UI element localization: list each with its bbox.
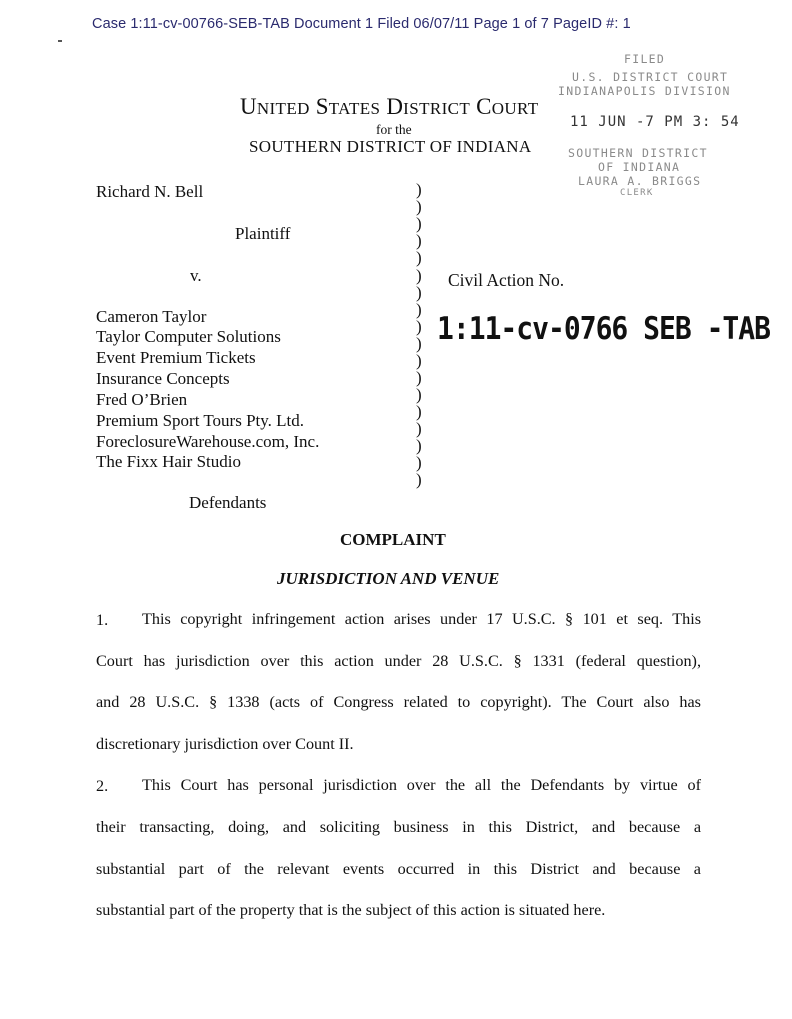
caption-paren: ) <box>416 283 422 302</box>
defendants-label: Defendants <box>189 493 267 512</box>
plaintiff-label: Plaintiff <box>235 224 291 243</box>
court-district: SOUTHERN DISTRICT OF INDIANA <box>249 137 532 156</box>
caption-paren: ) <box>416 419 422 438</box>
stamp-filed: FILED <box>624 52 666 66</box>
paragraph-line: substantial part of the property that is the subject of this action is situated here. <box>96 901 606 919</box>
ecf-header-line: Case 1:11-cv-00766-SEB-TAB Document 1 Filed 06/07/11 Page 1 of 7 PageID #: 1 <box>92 16 631 32</box>
case-number: 1:11-cv-0766 SEB -TAB <box>437 310 771 347</box>
jurisdiction-heading: JURISDICTION AND VENUE <box>277 569 500 588</box>
margin-mark <box>58 40 62 42</box>
court-title-part: OURT <box>491 99 539 118</box>
court-title-part: TATES <box>328 99 381 118</box>
paragraph-line: and 28 U.S.C. § 1338 (acts of Congress related to copyright). The Court also has <box>96 693 701 711</box>
caption-paren: ) <box>416 180 422 199</box>
defendant-name: Fred O’Brien <box>96 390 188 409</box>
defendant-name: ForeclosureWarehouse.com, Inc. <box>96 432 320 451</box>
caption-paren: ) <box>416 470 422 489</box>
caption-paren: ) <box>416 402 422 421</box>
caption-paren: ) <box>416 300 422 319</box>
caption-paren: ) <box>416 231 422 250</box>
defendant-name: Cameron Taylor <box>96 307 207 326</box>
court-title-initial: C <box>476 94 492 119</box>
stamp-clerk-name: LAURA A. BRIGGS <box>578 174 702 188</box>
court-title <box>240 94 539 120</box>
paragraph-number: 2. <box>96 777 109 795</box>
paragraph-line: their transacting, doing, and soliciting business in this District, and because a <box>96 818 701 836</box>
court-for-the: for the <box>376 122 412 137</box>
court-title-initial: D <box>386 94 404 119</box>
caption-paren: ) <box>416 266 422 285</box>
court-title-part: NITED <box>256 99 310 118</box>
plaintiff-name: Richard N. Bell <box>96 182 204 201</box>
court-title-part: ISTRICT <box>403 99 471 118</box>
complaint-heading: COMPLAINT <box>340 530 446 549</box>
stamp-clerk: CLERK <box>620 188 654 198</box>
paragraph-line: This copyright infringement action arises under 17 U.S.C. § 101 et seq. This <box>142 610 701 628</box>
caption-paren: ) <box>416 368 422 387</box>
stamp-court: U.S. DISTRICT COURT <box>572 70 729 84</box>
versus: v. <box>190 266 202 285</box>
paragraph-number: 1. <box>96 611 109 629</box>
court-title-initial: S <box>315 94 329 119</box>
caption-paren: ) <box>416 334 422 353</box>
defendant-name: The Fixx Hair Studio <box>96 452 241 471</box>
caption-paren: ) <box>416 317 422 336</box>
paragraph-line: discretionary jurisdiction over Count II. <box>96 735 354 753</box>
caption-paren: ) <box>416 453 422 472</box>
defendant-name: Event Premium Tickets <box>96 348 256 367</box>
stamp-date: 11 JUN -7 PM 3: 54 <box>570 114 740 130</box>
stamp-division: INDIANAPOLIS DIVISION <box>558 84 731 98</box>
stamp-state: OF INDIANA <box>598 160 681 174</box>
defendant-name: Premium Sport Tours Pty. Ltd. <box>96 411 305 430</box>
caption-paren: ) <box>416 214 422 233</box>
court-title-initial: U <box>240 94 257 119</box>
caption-paren: ) <box>416 436 422 455</box>
paragraph-line: Court has jurisdiction over this action under 28 U.S.C. § 1331 (federal question), <box>96 652 701 670</box>
defendant-name: Insurance Concepts <box>96 369 230 388</box>
caption-paren: ) <box>416 385 422 404</box>
paragraph-line: This Court has personal jurisdiction over the all the Defendants by virtue of <box>142 776 701 794</box>
civil-action-label: Civil Action No. <box>448 270 565 290</box>
defendant-name: Taylor Computer Solutions <box>96 327 281 346</box>
caption-paren: ) <box>416 248 422 267</box>
caption-paren: ) <box>416 197 422 216</box>
stamp-district: SOUTHERN DISTRICT <box>568 146 708 160</box>
caption-paren: ) <box>416 351 422 370</box>
paragraph-line: substantial part of the relevant events occurred in this District and because a <box>96 860 701 878</box>
